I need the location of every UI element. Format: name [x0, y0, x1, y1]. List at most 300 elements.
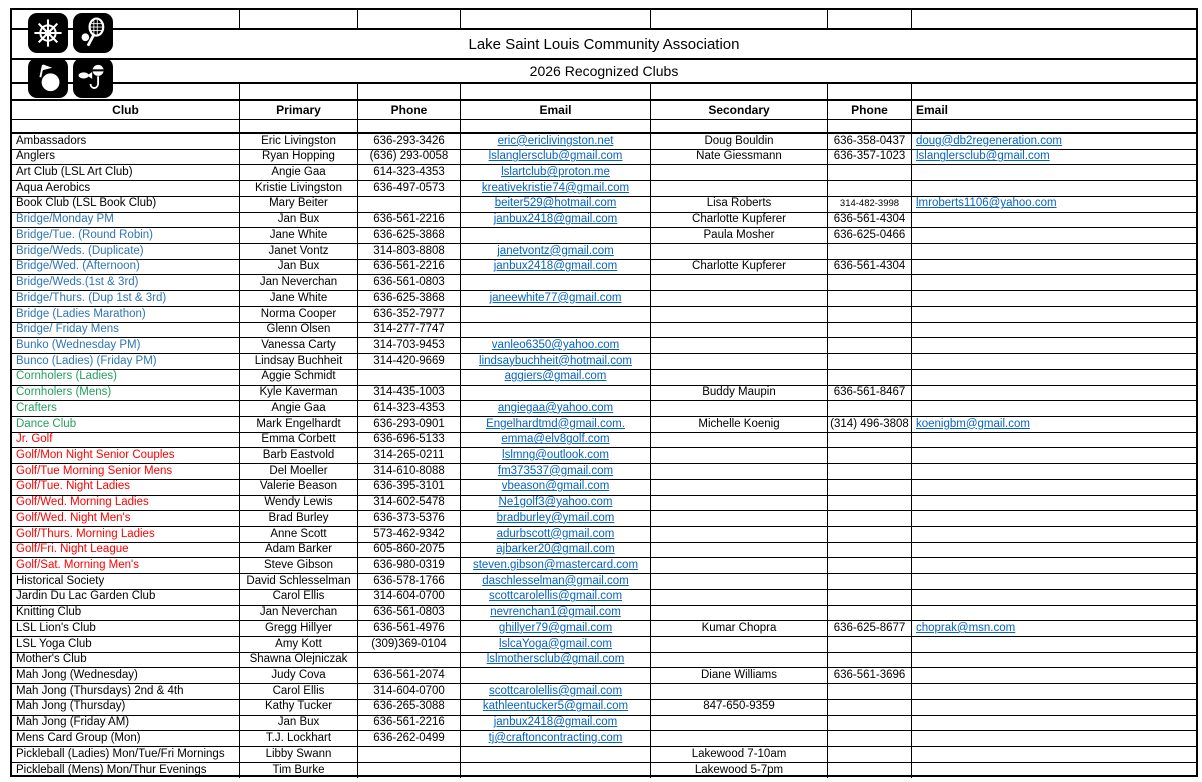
phone-cell: 314-265-0211 [358, 448, 461, 463]
phone2-cell [828, 480, 912, 495]
email-link[interactable]: lindsaybuchheit@hotmail.com [479, 354, 632, 367]
club-cell: Historical Society [12, 574, 240, 589]
primary-cell: Jan Neverchan [240, 606, 358, 621]
phone-cell [358, 197, 461, 212]
col-header-email2: Email [916, 103, 949, 117]
email2-cell [912, 653, 1196, 668]
primary-cell: Jane White [240, 291, 358, 306]
club-cell: Aqua Aerobics [12, 181, 240, 196]
top-empty-row [12, 10, 1196, 30]
club-cell: Bridge/Monday PM [12, 213, 240, 228]
fishing-bobber-icon [73, 58, 113, 98]
secondary-cell [651, 637, 828, 652]
primary-cell: Carol Ellis [240, 684, 358, 699]
email-link[interactable]: tj@craftoncontracting.com [488, 731, 623, 744]
phone2-cell [828, 700, 912, 715]
table-row [12, 197, 1196, 213]
table-row [12, 134, 1196, 150]
phone2-cell [828, 653, 912, 668]
primary-cell: Mark Engelhardt [240, 417, 358, 432]
email-link[interactable]: vanleo6350@yahoo.com [491, 338, 620, 351]
club-cell: Bridge/Weds.(1st & 3rd) [12, 275, 240, 290]
club-cell: Bridge/Wed. (Afternoon) [12, 260, 240, 275]
club-cell: LSL Yoga Club [12, 637, 240, 652]
secondary-cell [651, 370, 828, 385]
secondary-cell [651, 354, 828, 369]
phone-cell: 636-293-0901 [358, 417, 461, 432]
phone2-cell [828, 165, 912, 180]
secondary-cell: Kumar Chopra [651, 621, 828, 636]
email-cell [461, 386, 651, 401]
club-cell: Bridge (Ladies Marathon) [12, 307, 240, 322]
phone2-cell: 636-357-1023 [828, 150, 912, 165]
table-row [12, 747, 1196, 763]
email-link[interactable]: lslanglersclub@gmail.com [488, 150, 623, 163]
phone2-cell [828, 323, 912, 338]
phone2-cell: 636-625-0466 [828, 228, 912, 243]
table-row [12, 496, 1196, 512]
email-cell [461, 511, 651, 526]
secondary-cell [651, 684, 828, 699]
primary-cell: Vanessa Carty [240, 338, 358, 353]
table-row [12, 464, 1196, 480]
email2-cell [912, 637, 1196, 652]
club-cell: Golf/Thurs. Morning Ladies [12, 527, 240, 542]
email-link[interactable]: doug@db2regeneration.com [916, 134, 1062, 147]
secondary-cell [651, 731, 828, 746]
club-cell: Golf/Fri. Night League [12, 543, 240, 558]
club-cell: Crafters [12, 401, 240, 416]
primary-cell: Barb Eastvold [240, 448, 358, 463]
email-link[interactable]: choprak@msn.com [916, 621, 1016, 634]
email-cell [461, 653, 651, 668]
phone-cell: 636-561-2216 [358, 213, 461, 228]
email2-cell [912, 448, 1196, 463]
club-cell: Dance Club [12, 417, 240, 432]
email-link[interactable]: lslmng@outlook.com [502, 448, 609, 461]
primary-cell: Eric Livingston [240, 134, 358, 149]
table-row [12, 590, 1196, 606]
phone2-cell [828, 527, 912, 542]
email2-cell [912, 275, 1196, 290]
secondary-cell [651, 448, 828, 463]
table-row [12, 448, 1196, 464]
primary-cell: Angie Gaa [240, 401, 358, 416]
page-subtitle: 2026 Recognized Clubs [12, 60, 1196, 84]
email-link[interactable]: lslartclub@proton.me [501, 166, 610, 179]
phone-cell [358, 763, 461, 779]
email2-cell [912, 684, 1196, 699]
primary-cell: Jane White [240, 228, 358, 243]
phone2-cell [828, 433, 912, 448]
phone2-cell: 636-625-8677 [828, 621, 912, 636]
table-row [12, 323, 1196, 339]
secondary-cell [651, 165, 828, 180]
phone2-cell [828, 354, 912, 369]
phone-cell: 314-420-9669 [358, 354, 461, 369]
club-cell: Golf/Wed. Morning Ladies [12, 496, 240, 511]
email-cell [461, 417, 651, 432]
primary-cell: Shawna Olejniczak [240, 653, 358, 668]
table-row [12, 637, 1196, 653]
email-link[interactable]: emma@elv8golf.com [501, 433, 610, 446]
secondary-cell [651, 181, 828, 196]
email2-cell [912, 496, 1196, 511]
email-cell [461, 433, 651, 448]
email-link[interactable]: steven.gibson@mastercard.com [472, 559, 639, 572]
col-header-phone: Phone [358, 101, 461, 119]
table-row [12, 354, 1196, 370]
col-header-email: Email [461, 101, 651, 119]
col-header-club: Club [12, 101, 240, 119]
secondary-cell: Charlotte Kupferer [651, 213, 828, 228]
phone2-cell [828, 637, 912, 652]
phone-cell: 636-262-0499 [358, 731, 461, 746]
ships-wheel-icon [28, 13, 68, 53]
phone2-cell [828, 543, 912, 558]
phone-cell: 636-265-3088 [358, 700, 461, 715]
table-row [12, 511, 1196, 527]
phone-cell: 636-561-0803 [358, 606, 461, 621]
golf-ball-flag-icon [28, 58, 68, 98]
club-cell: Book Club (LSL Book Club) [12, 197, 240, 212]
primary-cell: Ryan Hopping [240, 150, 358, 165]
email-cell [461, 181, 651, 196]
phone-cell: 636-293-3426 [358, 134, 461, 149]
table-row [12, 150, 1196, 166]
email2-cell [912, 338, 1196, 353]
email-cell [461, 700, 651, 715]
secondary-cell [651, 323, 828, 338]
table-row [12, 621, 1196, 637]
club-cell: Mens Card Group (Mon) [12, 731, 240, 746]
phone-cell: 314-803-8808 [358, 244, 461, 259]
primary-cell: Tim Burke [240, 763, 358, 779]
col-header-secondary: Secondary [651, 101, 828, 119]
phone-cell: 614-323-4353 [358, 401, 461, 416]
email-cell [461, 496, 651, 511]
club-cell: Bridge/ Friday Mens [12, 323, 240, 338]
table-row [12, 165, 1196, 181]
email-cell [461, 354, 651, 369]
email-link[interactable]: aggiers@gmail.com [504, 370, 607, 383]
phone2-cell: 636-358-0437 [828, 134, 912, 149]
table-row [12, 606, 1196, 622]
primary-cell: Emma Corbett [240, 433, 358, 448]
email2-cell [912, 386, 1196, 401]
primary-cell: Anne Scott [240, 527, 358, 542]
email-link[interactable]: Engelhardtmd@gmail.com. [486, 417, 625, 430]
club-cell: Mah Jong (Wednesday) [12, 668, 240, 683]
email2-cell [912, 511, 1196, 526]
email2-cell [912, 527, 1196, 542]
phone-cell: 314-610-8088 [358, 464, 461, 479]
email-link[interactable]: bradburley@ymail.com [496, 511, 615, 524]
primary-cell: Angie Gaa [240, 165, 358, 180]
secondary-cell: Doug Bouldin [651, 134, 828, 149]
secondary-cell [651, 574, 828, 589]
club-cell: Bunco (Ladies) (Friday PM) [12, 354, 240, 369]
club-icons [28, 13, 113, 98]
email-link[interactable]: janbux2418@gmail.com [493, 716, 618, 729]
email-link[interactable]: ghillyer79@gmail.com [498, 621, 613, 634]
table-row [12, 401, 1196, 417]
email-cell [461, 165, 651, 180]
phone2-cell [828, 181, 912, 196]
table-row [12, 433, 1196, 449]
table-row [12, 228, 1196, 244]
primary-cell: Valerie Beason [240, 480, 358, 495]
club-cell: Cornholers (Mens) [12, 386, 240, 401]
phone2-cell [828, 275, 912, 290]
phone-cell: 636-980-0319 [358, 558, 461, 573]
phone-cell: 314-435-1003 [358, 386, 461, 401]
email-link[interactable]: daschlesselman@gmail.com [482, 574, 629, 587]
email-link[interactable]: kathleentucker5@gmail.com [482, 700, 629, 713]
email-link[interactable]: nevrenchan1@gmail.com [490, 606, 621, 619]
phone-cell: 636-395-3101 [358, 480, 461, 495]
email-cell [461, 527, 651, 542]
email-link[interactable]: lslcaYoga@gmail.com [499, 637, 612, 650]
phone2-cell [828, 401, 912, 416]
primary-cell: Adam Barker [240, 543, 358, 558]
club-cell: LSL Lion's Club [12, 621, 240, 636]
primary-cell: Libby Swann [240, 747, 358, 762]
table-row [12, 558, 1196, 574]
secondary-cell [651, 464, 828, 479]
phone-cell: 314-277-7747 [358, 323, 461, 338]
phone-cell: 636-561-2216 [358, 716, 461, 731]
club-cell: Jr. Golf [12, 433, 240, 448]
phone2-cell [828, 684, 912, 699]
email-link[interactable]: ajbarker20@gmail.com [496, 543, 615, 556]
phone2-cell [828, 291, 912, 306]
email-cell [461, 574, 651, 589]
email-cell [461, 668, 651, 683]
phone2-cell [828, 448, 912, 463]
email2-cell [912, 668, 1196, 683]
primary-cell: Kathy Tucker [240, 700, 358, 715]
email2-cell [912, 213, 1196, 228]
secondary-cell: 847-650-9359 [651, 700, 828, 715]
phone2-cell [828, 590, 912, 605]
secondary-cell: Lakewood 5-7pm [651, 763, 828, 779]
post-header-empty-row [12, 120, 1196, 134]
phone2-cell: 636-561-3696 [828, 668, 912, 683]
table-row [12, 763, 1196, 779]
email-link[interactable]: vbeason@gmail.com [501, 480, 610, 493]
primary-cell: Steve Gibson [240, 558, 358, 573]
table-row [12, 338, 1196, 354]
club-cell: Mah Jong (Thursdays) 2nd & 4th [12, 684, 240, 699]
email-cell [461, 731, 651, 746]
email-cell [461, 637, 651, 652]
phone-cell: 314-604-0700 [358, 684, 461, 699]
email-link[interactable]: angiegaa@yahoo.com [497, 401, 614, 414]
phone-cell: 314-703-9453 [358, 338, 461, 353]
table-row [12, 291, 1196, 307]
phone-cell: 636-561-4976 [358, 621, 461, 636]
email-cell [461, 543, 651, 558]
email2-cell [912, 464, 1196, 479]
email2-cell [912, 181, 1196, 196]
club-cell: Cornholers (Ladies) [12, 370, 240, 385]
spreadsheet [10, 8, 1198, 777]
phone-cell: 614-323-4353 [358, 165, 461, 180]
pre-header-empty-row [12, 84, 1196, 101]
club-cell: Bridge/Weds. (Duplicate) [12, 244, 240, 259]
secondary-cell [651, 433, 828, 448]
table-row [12, 543, 1196, 559]
primary-cell: Jan Bux [240, 716, 358, 731]
secondary-cell: Diane Williams [651, 668, 828, 683]
email2-cell [912, 590, 1196, 605]
secondary-cell [651, 543, 828, 558]
email-link[interactable]: lmroberts1106@yahoo.com [916, 197, 1057, 210]
email2-cell [912, 134, 1196, 149]
phone2-cell [828, 307, 912, 322]
email2-cell [912, 401, 1196, 416]
email2-cell [912, 480, 1196, 495]
phone2-cell [828, 338, 912, 353]
table-row [12, 574, 1196, 590]
page-title: Lake Saint Louis Community Association [12, 30, 1196, 60]
email-link[interactable]: janbux2418@gmail.com [493, 260, 618, 273]
club-cell: Golf/Sat. Morning Men's [12, 558, 240, 573]
phone-cell [358, 370, 461, 385]
club-cell: Ambassadors [12, 134, 240, 149]
email-cell [461, 763, 651, 779]
email-link[interactable]: scottcarolellis@gmail.com [488, 590, 623, 603]
phone-cell: 636-696-5133 [358, 433, 461, 448]
phone-cell: 314-602-5478 [358, 496, 461, 511]
email-cell [461, 338, 651, 353]
email-cell [461, 291, 651, 306]
email-cell [461, 590, 651, 605]
email-cell [461, 401, 651, 416]
email-link[interactable]: janbux2418@gmail.com [493, 213, 618, 226]
email-cell [461, 244, 651, 259]
secondary-cell: Michelle Koenig [651, 417, 828, 432]
email-cell [461, 464, 651, 479]
col-header-phone2: Phone [828, 101, 912, 119]
phone2-cell [828, 464, 912, 479]
phone-cell: (309)369-0104 [358, 637, 461, 652]
primary-cell: Norma Cooper [240, 307, 358, 322]
table-row [12, 260, 1196, 276]
secondary-cell [651, 244, 828, 259]
email-link[interactable]: beiter529@hotmail.com [494, 197, 617, 210]
email2-cell [912, 244, 1196, 259]
primary-cell: Kyle Kaverman [240, 386, 358, 401]
primary-cell: T.J. Lockhart [240, 731, 358, 746]
club-cell: Anglers [12, 150, 240, 165]
table-row [12, 731, 1196, 747]
secondary-cell: Nate Giessmann [651, 150, 828, 165]
phone-cell: 636-578-1766 [358, 574, 461, 589]
phone2-cell: 636-561-4304 [828, 213, 912, 228]
email-link[interactable]: eric@ericlivingston.net [497, 134, 614, 147]
email-cell [461, 134, 651, 149]
email-cell [461, 370, 651, 385]
primary-cell: Amy Kott [240, 637, 358, 652]
table-rows [12, 134, 1196, 778]
email-link[interactable]: janeewhite77@gmail.com [489, 291, 622, 304]
primary-cell: Glenn Olsen [240, 323, 358, 338]
email2-cell [912, 323, 1196, 338]
email2-cell [912, 731, 1196, 746]
primary-cell: Del Moeller [240, 464, 358, 479]
club-cell: Bunko (Wednesday PM) [12, 338, 240, 353]
phone2-cell [828, 747, 912, 762]
secondary-cell [651, 716, 828, 731]
table-row [12, 716, 1196, 732]
club-cell: Pickleball (Ladies) Mon/Tue/Fri Mornings [12, 747, 240, 762]
email-cell [461, 621, 651, 636]
phone2-cell [828, 370, 912, 385]
secondary-cell [651, 496, 828, 511]
club-cell: Mah Jong (Friday AM) [12, 716, 240, 731]
phone-cell: 636-625-3868 [358, 228, 461, 243]
email-link[interactable]: Ne1golf3@yahoo.com [498, 496, 613, 509]
email-link[interactable]: koenigbm@gmail.com [916, 417, 1030, 430]
club-cell: Pickleball (Mens) Mon/Thur Evenings [12, 763, 240, 779]
club-cell: Mah Jong (Thursday) [12, 700, 240, 715]
email-link[interactable]: fm373537@gmail.com [497, 464, 614, 477]
phone-cell [358, 747, 461, 762]
phone2-cell [828, 606, 912, 621]
phone2-cell: 636-561-8467 [828, 386, 912, 401]
phone2-cell [828, 511, 912, 526]
table-row [12, 307, 1196, 323]
email-cell [461, 213, 651, 228]
email-cell [461, 606, 651, 621]
email-link[interactable]: adurbscott@gmail.com [496, 527, 615, 540]
email-cell [461, 558, 651, 573]
primary-cell: Brad Burley [240, 511, 358, 526]
email-link[interactable]: kreativekristie74@gmail.com [481, 181, 630, 194]
primary-cell: Jan Neverchan [240, 275, 358, 290]
secondary-cell: Charlotte Kupferer [651, 260, 828, 275]
email2-cell [912, 716, 1196, 731]
email2-cell [912, 543, 1196, 558]
email-cell [461, 275, 651, 290]
email2-cell [912, 763, 1196, 779]
primary-cell: Aggie Schmidt [240, 370, 358, 385]
email2-cell [912, 150, 1196, 165]
phone2-cell [828, 716, 912, 731]
table-row [12, 181, 1196, 197]
email-link[interactable]: lslanglersclub@gmail.com [916, 150, 1050, 163]
table-row [12, 480, 1196, 496]
email-link[interactable]: scottcarolellis@gmail.com [488, 684, 623, 697]
club-cell: Bridge/Tue. (Round Robin) [12, 228, 240, 243]
secondary-cell [651, 291, 828, 306]
email-link[interactable]: lslmothersclub@gmail.com [486, 653, 625, 666]
email2-cell [912, 165, 1196, 180]
email-cell [461, 323, 651, 338]
secondary-cell: Lakewood 7-10am [651, 747, 828, 762]
email-link[interactable]: janetvontz@gmail.com [497, 244, 614, 257]
phone2-cell [828, 496, 912, 511]
secondary-cell: Lisa Roberts [651, 197, 828, 212]
club-cell: Jardin Du Lac Garden Club [12, 590, 240, 605]
email2-cell [912, 307, 1196, 322]
email-cell [461, 260, 651, 275]
phone-cell: 605-860-2075 [358, 543, 461, 558]
email-cell [461, 197, 651, 212]
phone-cell: 636-352-7977 [358, 307, 461, 322]
